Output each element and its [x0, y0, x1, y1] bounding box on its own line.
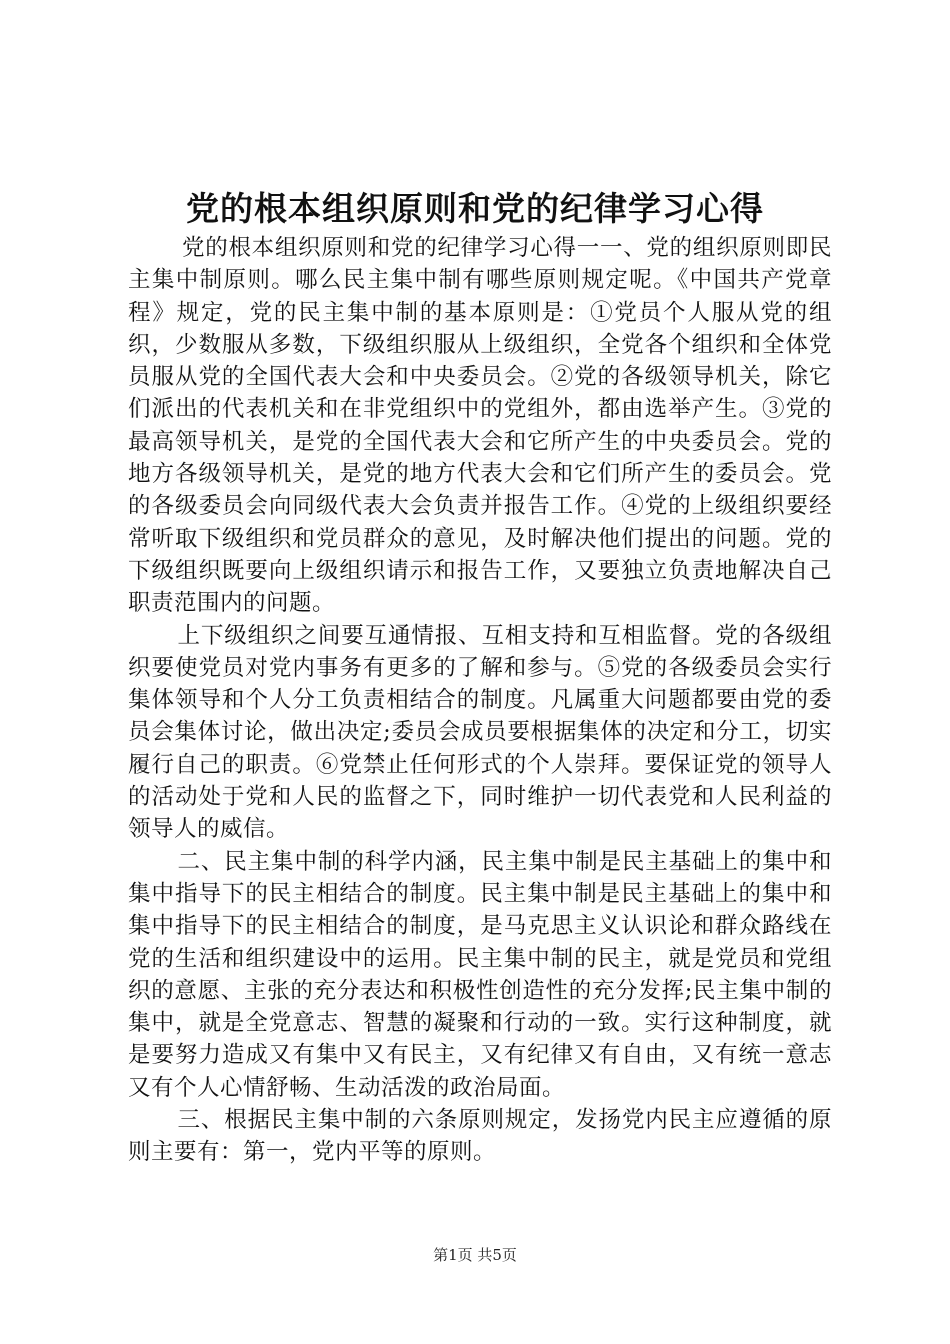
page-footer: 第1页 共5页 [433, 1246, 517, 1264]
paragraph-4: 三、根据民主集中制的六条原则规定，发扬党内民主应遵循的原则主要有：第一，党内平等的原则。 [128, 1107, 832, 1166]
paragraph-1: 党的根本组织原则和党的纪律学习心得一一、党的组织原则即民主集中制原则。哪么民主集中制有哪些原则规定呢。《中国共产党章程》规定，党的民主集中制的基本原则是：①党员个人服从党的组织，少数服从多数，下级组织服从上级组织，全党各个组织和全体党员服从党的全国代表大会和中央委员会。②党的各级领导机关，除它们派出的代表机关和在非党组织中的党组外，都由选举产生。③党的最高领导机关，是党的全国代表大会和它所产生的中央委员会。党的地方各级领导机关，是党的地方代表大会和它们所产生的委员会。党的各级委员会向同级代表大会负责并报告工作。④党的上级组织要经常听取下级组织和党员群众的意见，及时解决他们提出的问题。党的下级组织既要向上级组织请示和报告工作，又要独立负责地解决自己职责范围内的问题。 [128, 235, 832, 617]
paragraph-2: 上下级组织之间要互通情报、互相支持和互相监督。党的各级组织要使党员对党内事务有更多的了解和参与。⑤党的各级委员会实行集体领导和个人分工负责相结合的制度。凡属重大问题都要由党的委员会集体讨论，做出决定;委员会成员要根据集体的决定和分工，切实履行自己的职责。⑥党禁止任何形式的个人崇拜。要保证党的领导人的活动处于党和人民的监督之下，同时维护一切代表党和人民利益的领导人的威信。 [128, 622, 832, 843]
document-body [128, 232, 832, 1169]
document-title: 党的根本组织原则和党的纪律学习心得 [186, 189, 764, 228]
paragraph-3: 二、民主集中制的科学内涵，民主集中制是民主基础上的集中和集中指导下的民主相结合的制度。民主集中制是民主基础上的集中和集中指导下的民主相结合的制度，是马克思主义认识论和群众路线在党的生活和组织建设中的运用。民主集中制的民主，就是党员和党组织的意愿、主张的充分表达和积极性创造性的充分发挥;民主集中制的集中，就是全党意志、智慧的凝聚和行动的一致。实行这种制度，就是要努力造成又有集中又有民主，又有纪律又有自由，又有统一意志又有个人心情舒畅、生动活泼的政治局面。 [128, 848, 832, 1101]
